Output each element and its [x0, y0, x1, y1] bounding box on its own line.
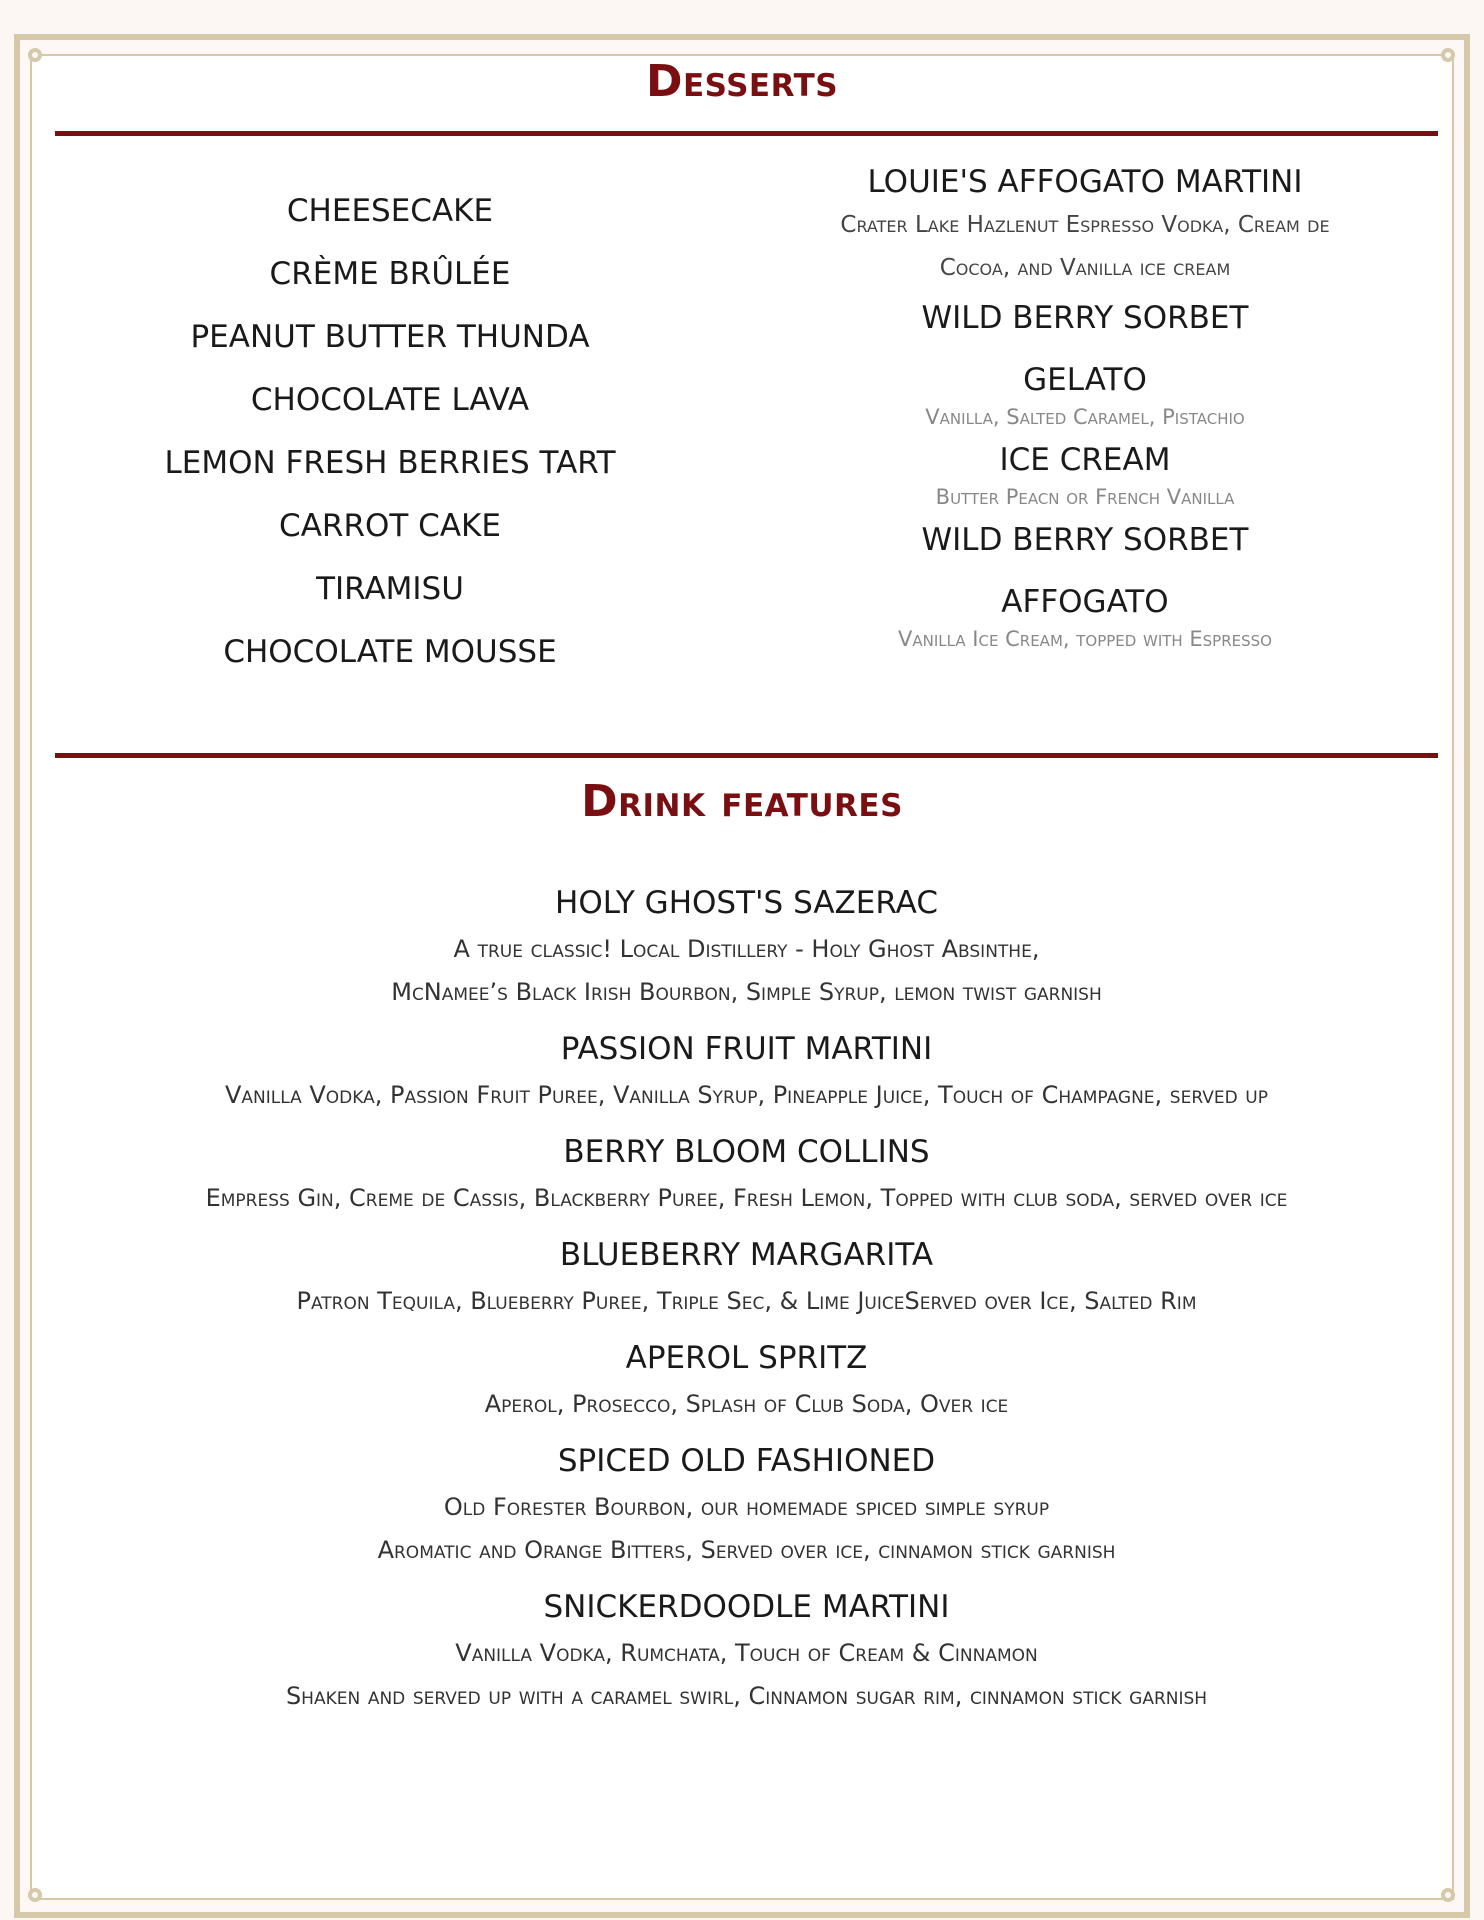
drink-name: APEROL SPRITZ — [625, 1340, 868, 1376]
drink-item — [55, 1230, 1438, 1323]
drinks-divider — [55, 753, 1438, 758]
dessert-feature-description: Crater Lake Hazlenut Espresso Vodka, Cream de — [840, 212, 1330, 238]
drink-description: McNamee’s Black Irish Bourbon, Simple Syrup, lemon twist garnish — [391, 978, 1102, 1006]
dessert-feature-item — [770, 438, 1400, 512]
dessert-feature-item — [770, 160, 1400, 290]
drink-item — [55, 1582, 1438, 1718]
dessert-feature-name: GELATO — [1023, 362, 1147, 398]
drink-description: Aromatic and Orange Bitters, Served over ice, cinnamon stick garnish — [377, 1536, 1116, 1564]
drink-name: BERRY BLOOM COLLINS — [563, 1134, 930, 1170]
drink-item — [55, 878, 1438, 1014]
desserts-right-column — [770, 160, 1400, 660]
dessert-feature-item — [770, 296, 1400, 340]
dessert-feature-name: AFFOGATO — [1001, 584, 1169, 620]
drink-description: Empress Gin, Creme de Cassis, Blackberry Puree, Fresh Lemon, Topped with club soda, served over ice — [205, 1184, 1288, 1212]
dessert-item: TIRAMISU — [316, 571, 464, 607]
drinks-title: Drink features — [581, 776, 903, 827]
dessert-feature-description: Butter Peacn or French Vanilla — [935, 485, 1235, 509]
desserts-divider — [55, 131, 1438, 136]
drink-description: Vanilla Vodka, Rumchata, Touch of Cream & Cinnamon — [455, 1639, 1038, 1667]
drink-description: A true classic! Local Distillery - Holy Ghost Absinthe, — [453, 935, 1040, 963]
drink-description: Patron Tequila, Blueberry Puree, Triple Sec, & Lime JuiceServed over Ice, Salted Rim — [296, 1287, 1197, 1315]
dessert-feature-item — [770, 358, 1400, 432]
dessert-item: LEMON FRESH BERRIES TART — [164, 445, 616, 481]
drink-name: SNICKERDOODLE MARTINI — [543, 1589, 950, 1625]
dessert-item: CHOCOLATE MOUSSE — [223, 634, 557, 670]
drink-name: SPICED OLD FASHIONED — [557, 1443, 936, 1479]
dessert-item: PEANUT BUTTER THUNDA — [190, 319, 590, 355]
dessert-feature-description: Vanilla, Salted Caramel, Pistachio — [925, 405, 1245, 429]
drinks-list — [55, 878, 1438, 1728]
dessert-feature-description: Vanilla Ice Cream, topped with Espresso — [898, 627, 1272, 651]
drink-description: Shaken and served up with a caramel swirl, Cinnamon sugar rim, cinnamon stick garnish — [285, 1682, 1208, 1710]
dessert-feature-name: ICE CREAM — [999, 442, 1171, 478]
dessert-feature-item — [770, 518, 1400, 562]
dessert-item: CRÈME BRÛLÉE — [269, 256, 511, 292]
drink-item — [55, 1333, 1438, 1426]
drink-description: Vanilla Vodka, Passion Fruit Puree, Vanilla Syrup, Pineapple Juice, Touch of Champagne, served up — [224, 1081, 1269, 1109]
drink-item — [55, 1024, 1438, 1117]
drink-name: PASSION FRUIT MARTINI — [560, 1031, 933, 1067]
desserts-left-column — [140, 186, 640, 690]
dessert-feature-name: WILD BERRY SORBET — [921, 522, 1249, 558]
drink-description: Aperol, Prosecco, Splash of Club Soda, Over ice — [484, 1390, 1009, 1418]
dessert-item: CHEESECAKE — [286, 193, 494, 229]
dessert-item: CHOCOLATE LAVA — [250, 382, 530, 418]
drink-item — [55, 1127, 1438, 1220]
dessert-item: CARROT CAKE — [279, 508, 501, 544]
drink-item — [55, 1436, 1438, 1572]
dessert-feature-name: WILD BERRY SORBET — [921, 300, 1249, 336]
desserts-title: Desserts — [645, 56, 839, 107]
drink-description: Old Forester Bourbon, our homemade spiced simple syrup — [443, 1493, 1050, 1521]
dessert-feature-description: Cocoa, and Vanilla ice cream — [939, 255, 1231, 281]
drink-name: HOLY GHOST'S SAZERAC — [555, 885, 938, 921]
dessert-feature-name: LOUIE'S AFFOGATO MARTINI — [867, 164, 1303, 200]
dessert-feature-item — [770, 580, 1400, 654]
drink-name: BLUEBERRY MARGARITA — [559, 1237, 934, 1273]
